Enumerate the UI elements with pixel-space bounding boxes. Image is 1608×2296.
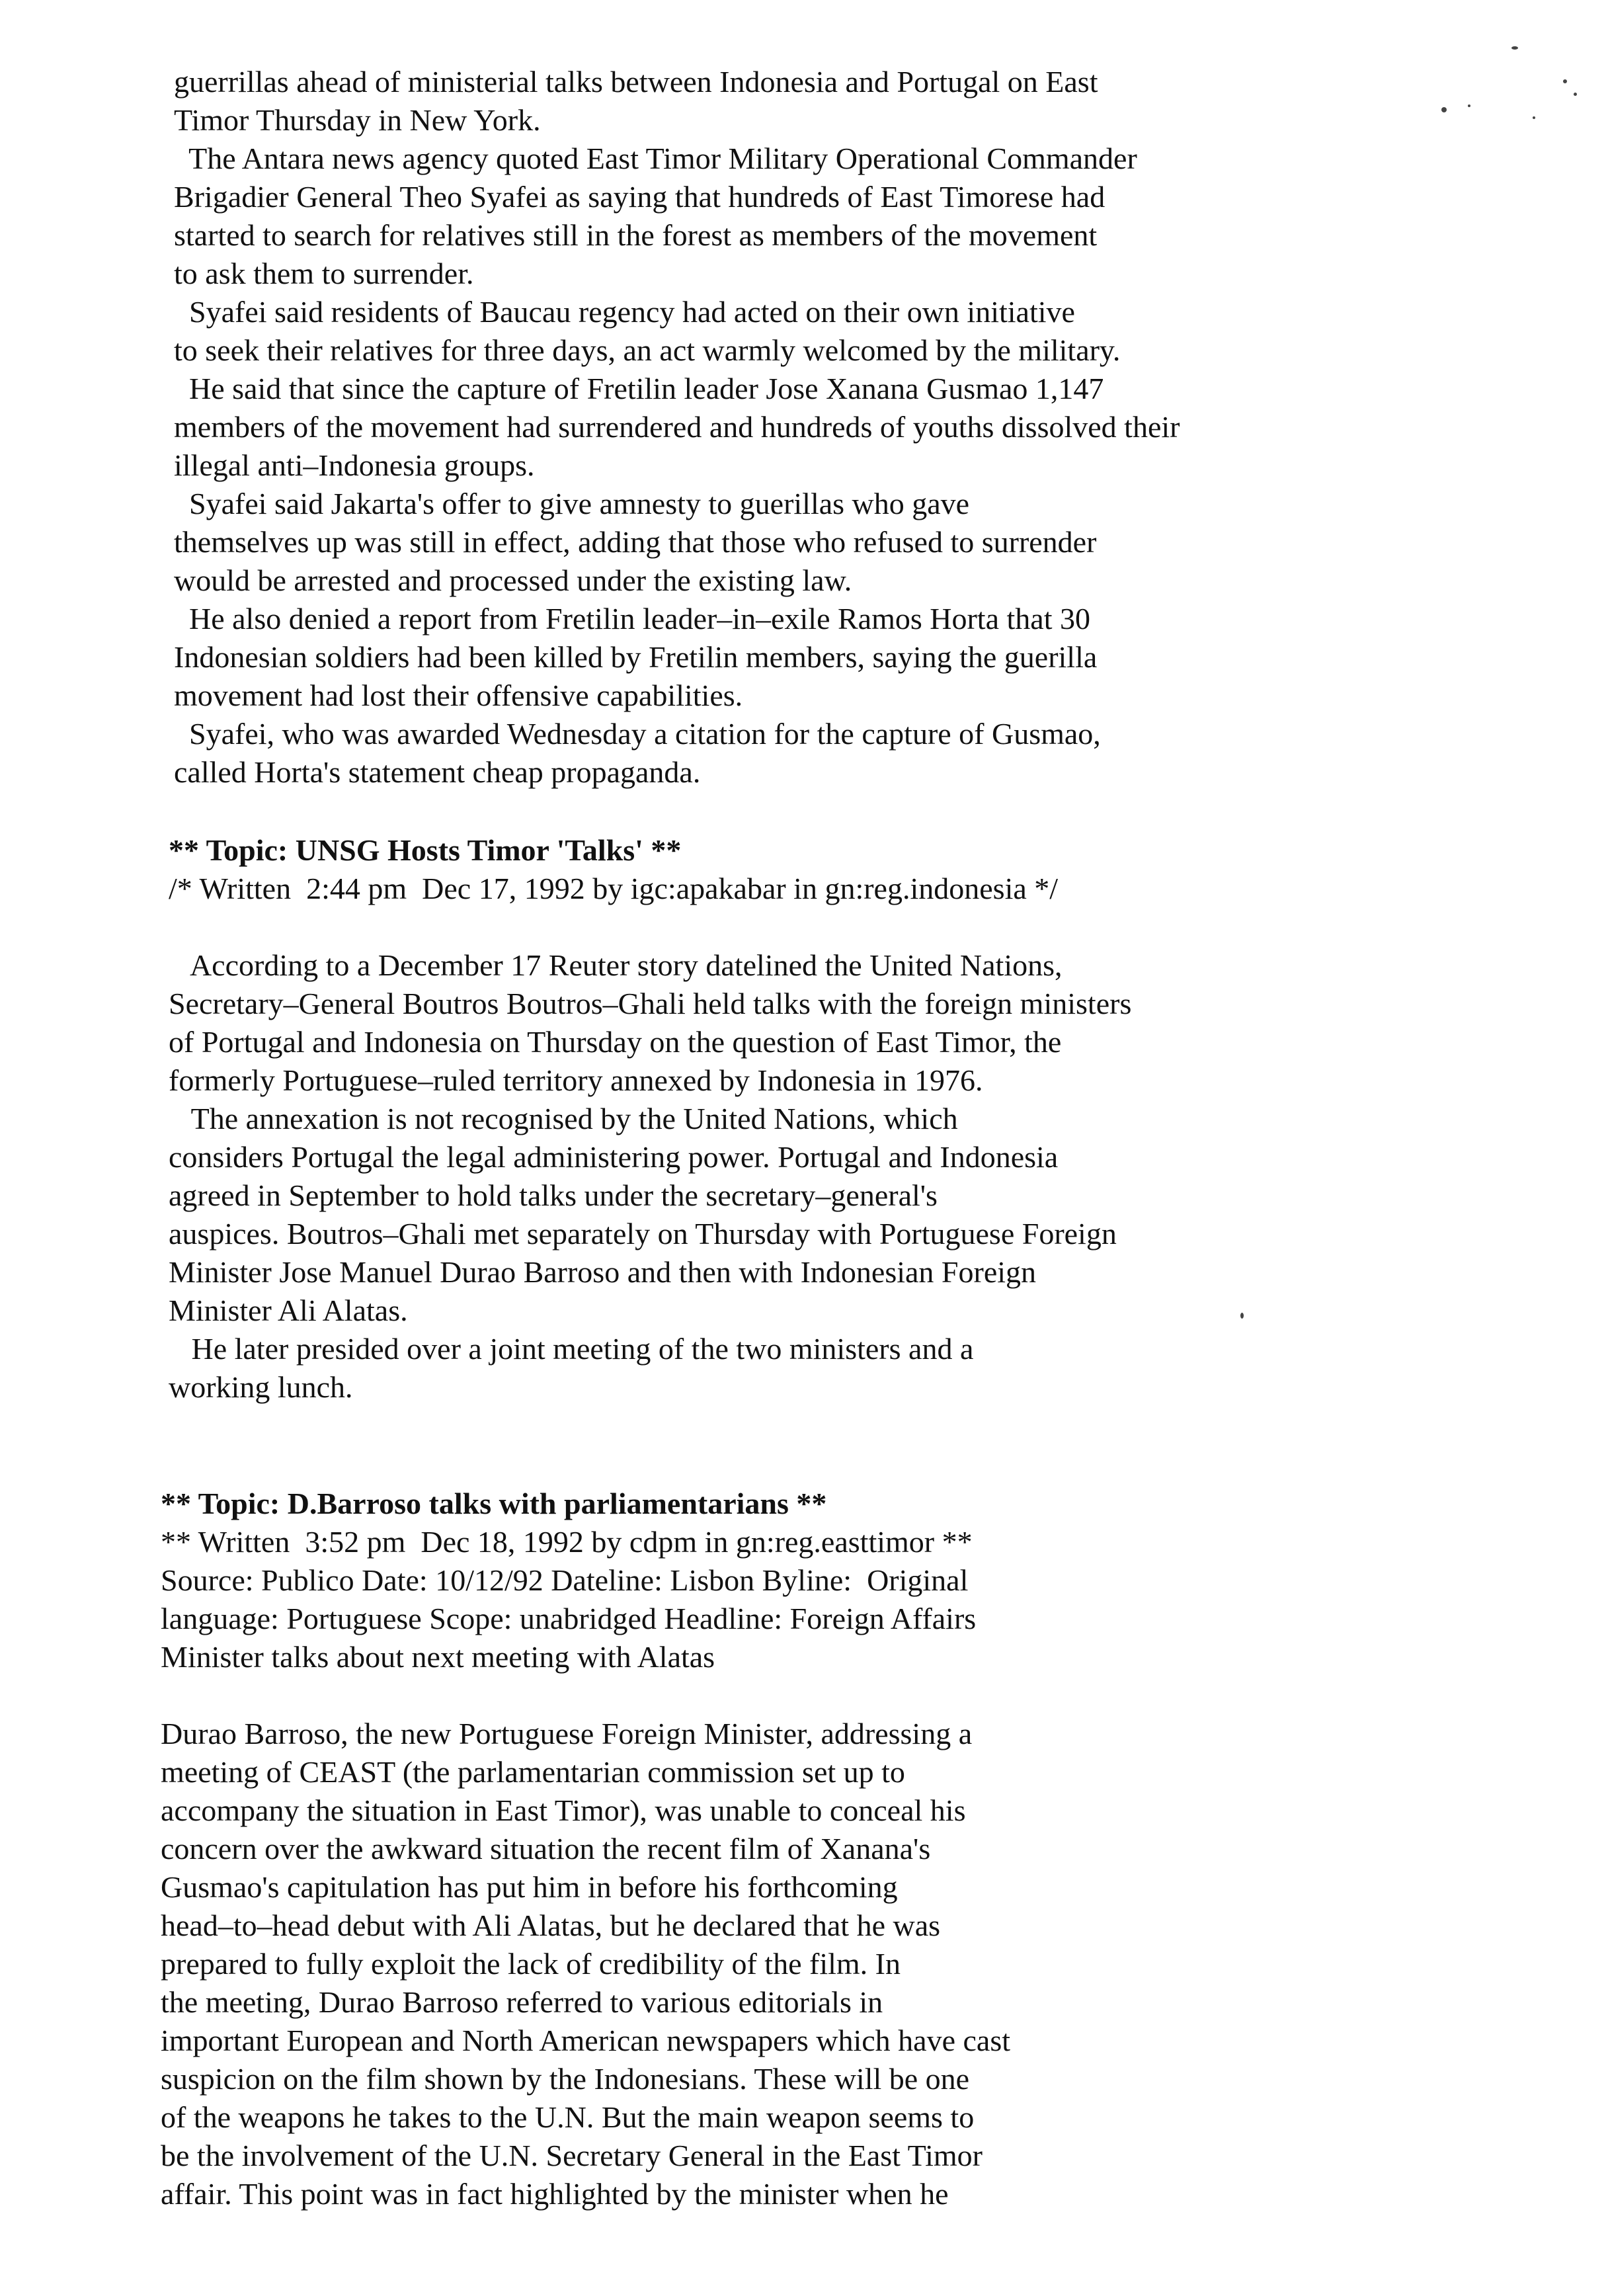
body-line: suspicion on the film shown by the Indonesians. These will be one xyxy=(161,2062,970,2096)
source-line: Minister talks about next meeting with Alatas xyxy=(161,1640,715,1674)
scan-speck xyxy=(1468,104,1470,107)
body-line: According to a December 17 Reuter story datelined the United Nations, xyxy=(169,948,1063,982)
topic-heading: ** Topic: D.Barroso talks with parliamentarians ** xyxy=(161,1487,827,1520)
body-line: accompany the situation in East Timor), was unable to conceal his xyxy=(161,1793,966,1827)
body-line: The Antara news agency quoted East Timor Military Operational Commander xyxy=(174,142,1137,175)
body-line: affair. This point was in fact highlighted by the minister when he xyxy=(161,2177,949,2211)
body-line: would be arrested and processed under the existing law. xyxy=(174,563,852,597)
topic-heading: ** Topic: UNSG Hosts Timor 'Talks' ** xyxy=(169,833,682,867)
source-line: Source: Publico Date: 10/12/92 Dateline: Lisbon Byline: Original xyxy=(161,1563,969,1597)
body-line: started to search for relatives still in the forest as members of the movement xyxy=(174,218,1098,252)
body-line: prepared to fully exploit the lack of credibility of the film. In xyxy=(161,1947,901,1981)
body-line: important European and North American newspapers which have cast xyxy=(161,2024,1011,2057)
body-line: movement had lost their offensive capabilities. xyxy=(174,678,743,712)
source-line: language: Portuguese Scope: unabridged Headline: Foreign Affairs xyxy=(161,1602,977,1635)
body-line: themselves up was still in effect, adding that those who refused to surrender xyxy=(174,525,1097,559)
written-line: ** Written 3:52 pm Dec 18, 1992 by cdpm in gn:reg.easttimor ** xyxy=(161,1525,973,1559)
scan-speck xyxy=(1574,93,1577,96)
body-line: auspices. Boutros–Ghali met separately on Thursday with Portuguese Foreign xyxy=(169,1217,1117,1250)
body-line: concern over the awkward situation the recent film of Xanana's xyxy=(161,1832,931,1866)
body-line: Secretary–General Boutros Boutros–Ghali held talks with the foreign ministers xyxy=(169,987,1132,1020)
written-line: /* Written 2:44 pm Dec 17, 1992 by igc:apakabar in gn:reg.indonesia */ xyxy=(169,872,1059,905)
body-line: Durao Barroso, the new Portuguese Foreign Minister, addressing a xyxy=(161,1717,973,1750)
body-line: Syafei said residents of Baucau regency had acted on their own initiative xyxy=(174,295,1075,329)
body-line: to seek their relatives for three days, an act warmly welcomed by the military. xyxy=(174,333,1121,367)
body-line: He later presided over a joint meeting of the two ministers and a xyxy=(169,1332,974,1366)
body-line: to ask them to surrender. xyxy=(174,257,474,290)
body-line: called Horta's statement cheap propaganda. xyxy=(174,755,701,789)
body-line: guerrillas ahead of ministerial talks between Indonesia and Portugal on East xyxy=(174,65,1098,99)
body-line: of the weapons he takes to the U.N. But the main weapon seems to xyxy=(161,2100,975,2134)
scan-speck xyxy=(1441,107,1447,112)
body-line: Minister Ali Alatas. xyxy=(169,1293,408,1327)
body-line: He also denied a report from Fretilin leader–in–exile Ramos Horta that 30 xyxy=(174,602,1090,636)
body-line: He said that since the capture of Fretilin leader Jose Xanana Gusmao 1,147 xyxy=(174,372,1104,405)
body-line: working lunch. xyxy=(169,1370,353,1404)
body-line: Indonesian soldiers had been killed by Fretilin members, saying the guerilla xyxy=(174,640,1098,674)
body-line: members of the movement had surrendered and hundreds of youths dissolved their xyxy=(174,410,1180,444)
body-line: head–to–head debut with Ali Alatas, but he declared that he was xyxy=(161,1908,941,1942)
body-line: illegal anti–Indonesia groups. xyxy=(174,448,535,482)
body-line: considers Portugal the legal administering power. Portugal and Indonesia xyxy=(169,1140,1059,1174)
body-line: agreed in September to hold talks under the secretary–general's xyxy=(169,1178,938,1212)
body-line: Brigadier General Theo Syafei as saying that hundreds of East Timorese had xyxy=(174,180,1106,214)
body-line: be the involvement of the U.N. Secretary General in the East Timor xyxy=(161,2139,983,2172)
body-line: Gusmao's capitulation has put him in before his forthcoming xyxy=(161,1870,898,1904)
scan-speck xyxy=(1533,116,1535,119)
body-line: Timor Thursday in New York. xyxy=(174,103,541,137)
body-line: meeting of CEAST (the parlamentarian commission set up to xyxy=(161,1755,905,1789)
scan-speck xyxy=(1511,46,1518,50)
body-line: of Portugal and Indonesia on Thursday on the question of East Timor, the xyxy=(169,1025,1062,1059)
body-line: The annexation is not recognised by the United Nations, which xyxy=(169,1102,958,1135)
body-line: Syafei, who was awarded Wednesday a citation for the capture of Gusmao, xyxy=(174,717,1101,751)
scan-speck xyxy=(1563,79,1567,83)
body-line: Syafei said Jakarta's offer to give amnesty to guerillas who gave xyxy=(174,487,970,520)
body-line: formerly Portuguese–ruled territory annexed by Indonesia in 1976. xyxy=(169,1063,983,1097)
scan-speck xyxy=(1240,1313,1244,1319)
body-line: Minister Jose Manuel Durao Barroso and then with Indonesian Foreign xyxy=(169,1255,1037,1289)
body-line: the meeting, Durao Barroso referred to various editorials in xyxy=(161,1985,883,2019)
